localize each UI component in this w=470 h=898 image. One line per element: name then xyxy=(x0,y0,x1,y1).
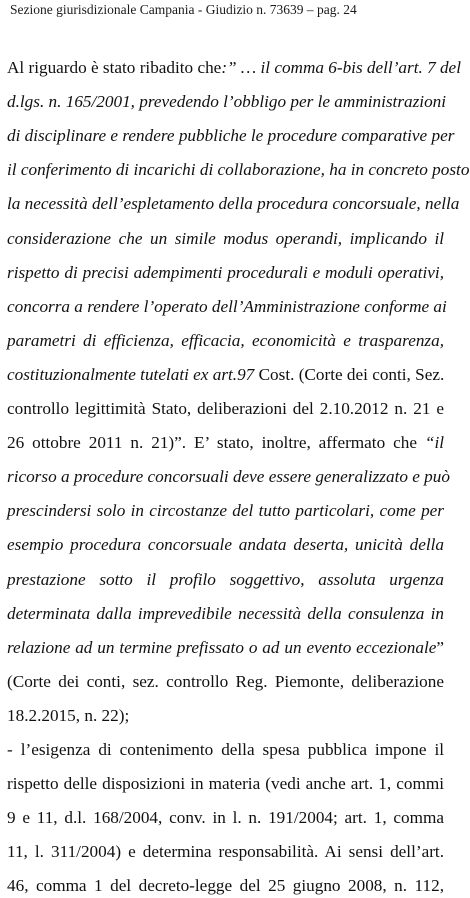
text-segment: 46, comma 1 del decreto-legge del 25 giugno 2008, n. 112, xyxy=(7,876,444,896)
italic-text: ricorso a procedure concorsuali deve essere generalizzato e può xyxy=(7,467,450,487)
text-line xyxy=(7,604,444,624)
text-segment: (Corte dei conti, sez. controllo Reg. Piemonte, deliberazione xyxy=(7,671,444,691)
italic-text: considerazione che un simile modus operandi, implicando il xyxy=(7,228,444,248)
italic-text: il conferimento di incarichi di collaborazione, ha in concreto posto xyxy=(7,160,470,180)
text-line xyxy=(7,638,444,658)
text-segment: 26 ottobre 2011 n. 21)”. E’ stato, inoltre, affermato che xyxy=(7,433,425,453)
text-line xyxy=(7,296,447,317)
italic-text: prescindersi solo in circostanze del tutto particolari, come per xyxy=(7,501,444,521)
text-line xyxy=(7,672,444,692)
text-line xyxy=(7,808,444,828)
text-line xyxy=(7,194,460,214)
text-line xyxy=(7,160,470,180)
text-segment: ” xyxy=(436,637,444,657)
text-line xyxy=(7,331,444,351)
text-line xyxy=(7,706,444,726)
text-line xyxy=(7,876,444,896)
text-line xyxy=(7,229,444,249)
text-line xyxy=(7,774,444,794)
text-segment: 11, l. 311/2004) e determina responsabilità. Ai sensi dell’art. xyxy=(7,842,444,862)
text-line xyxy=(7,92,447,112)
text-line xyxy=(7,263,444,283)
italic-text: esempio procedura concorsuale andata deserta, unicità della xyxy=(7,535,444,555)
text-line xyxy=(7,535,444,555)
italic-text: :” … il comma 6-bis dell’art. 7 del xyxy=(221,58,461,77)
italic-text: determinata dalla imprevedibile necessità della consulenza in xyxy=(7,603,444,623)
text-segment: - l’esigenza di contenimento della spesa pubblica impone il xyxy=(7,740,444,759)
text-segment: controllo legittimità Stato, deliberazioni del 2.10.2012 n. 21 e xyxy=(7,399,444,418)
italic-text: concorra a rendere l’operato dell’Amministrazione conforme ai xyxy=(7,296,447,316)
text-line xyxy=(7,467,450,487)
page-header: Sezione giurisdizionale Campania - Giudizio n. 73639 – pag. 24 xyxy=(10,2,357,17)
italic-text: “il xyxy=(424,433,444,453)
text-line xyxy=(7,740,444,760)
text-segment: rispetto delle disposizioni in materia (vedi anche art. 1, commi xyxy=(7,774,444,794)
text-line xyxy=(7,126,455,146)
italic-text: di disciplinare e rendere pubbliche le procedure comparative per xyxy=(7,126,455,146)
text-line xyxy=(7,365,444,385)
italic-text: prestazione sotto il profilo soggettivo, assoluta urgenza xyxy=(7,569,444,589)
text-segment: Cost. (Corte dei conti, Sez. xyxy=(254,364,445,384)
text-line xyxy=(7,570,444,590)
text-segment: 18.2.2015, n. 22); xyxy=(7,705,130,725)
italic-text: costituzionalmente tutelati ex art.97 xyxy=(7,364,255,384)
text-segment: Al riguardo è stato ribadito che xyxy=(7,58,222,77)
italic-text: d.lgs. n. 165/2001, prevedendo l’obbligo per le amministrazioni xyxy=(7,92,447,112)
text-line xyxy=(7,58,461,78)
italic-text: relazione ad un termine prefissato o ad un evento eccezionale xyxy=(7,637,437,657)
text-line xyxy=(7,399,444,419)
text-line xyxy=(7,842,444,862)
text-line xyxy=(7,433,444,453)
italic-text: rispetto di precisi adempimenti procedurali e moduli operativi, xyxy=(7,262,444,282)
italic-text: la necessità dell’espletamento della procedura concorsuale, nella xyxy=(7,194,460,214)
italic-text: parametri di efficienza, efficacia, economicità e trasparenza, xyxy=(7,330,444,350)
text-segment: 9 e 11, d.l. 168/2004, conv. in l. n. 191/2004; art. 1, comma xyxy=(7,808,444,828)
text-line xyxy=(7,501,444,521)
